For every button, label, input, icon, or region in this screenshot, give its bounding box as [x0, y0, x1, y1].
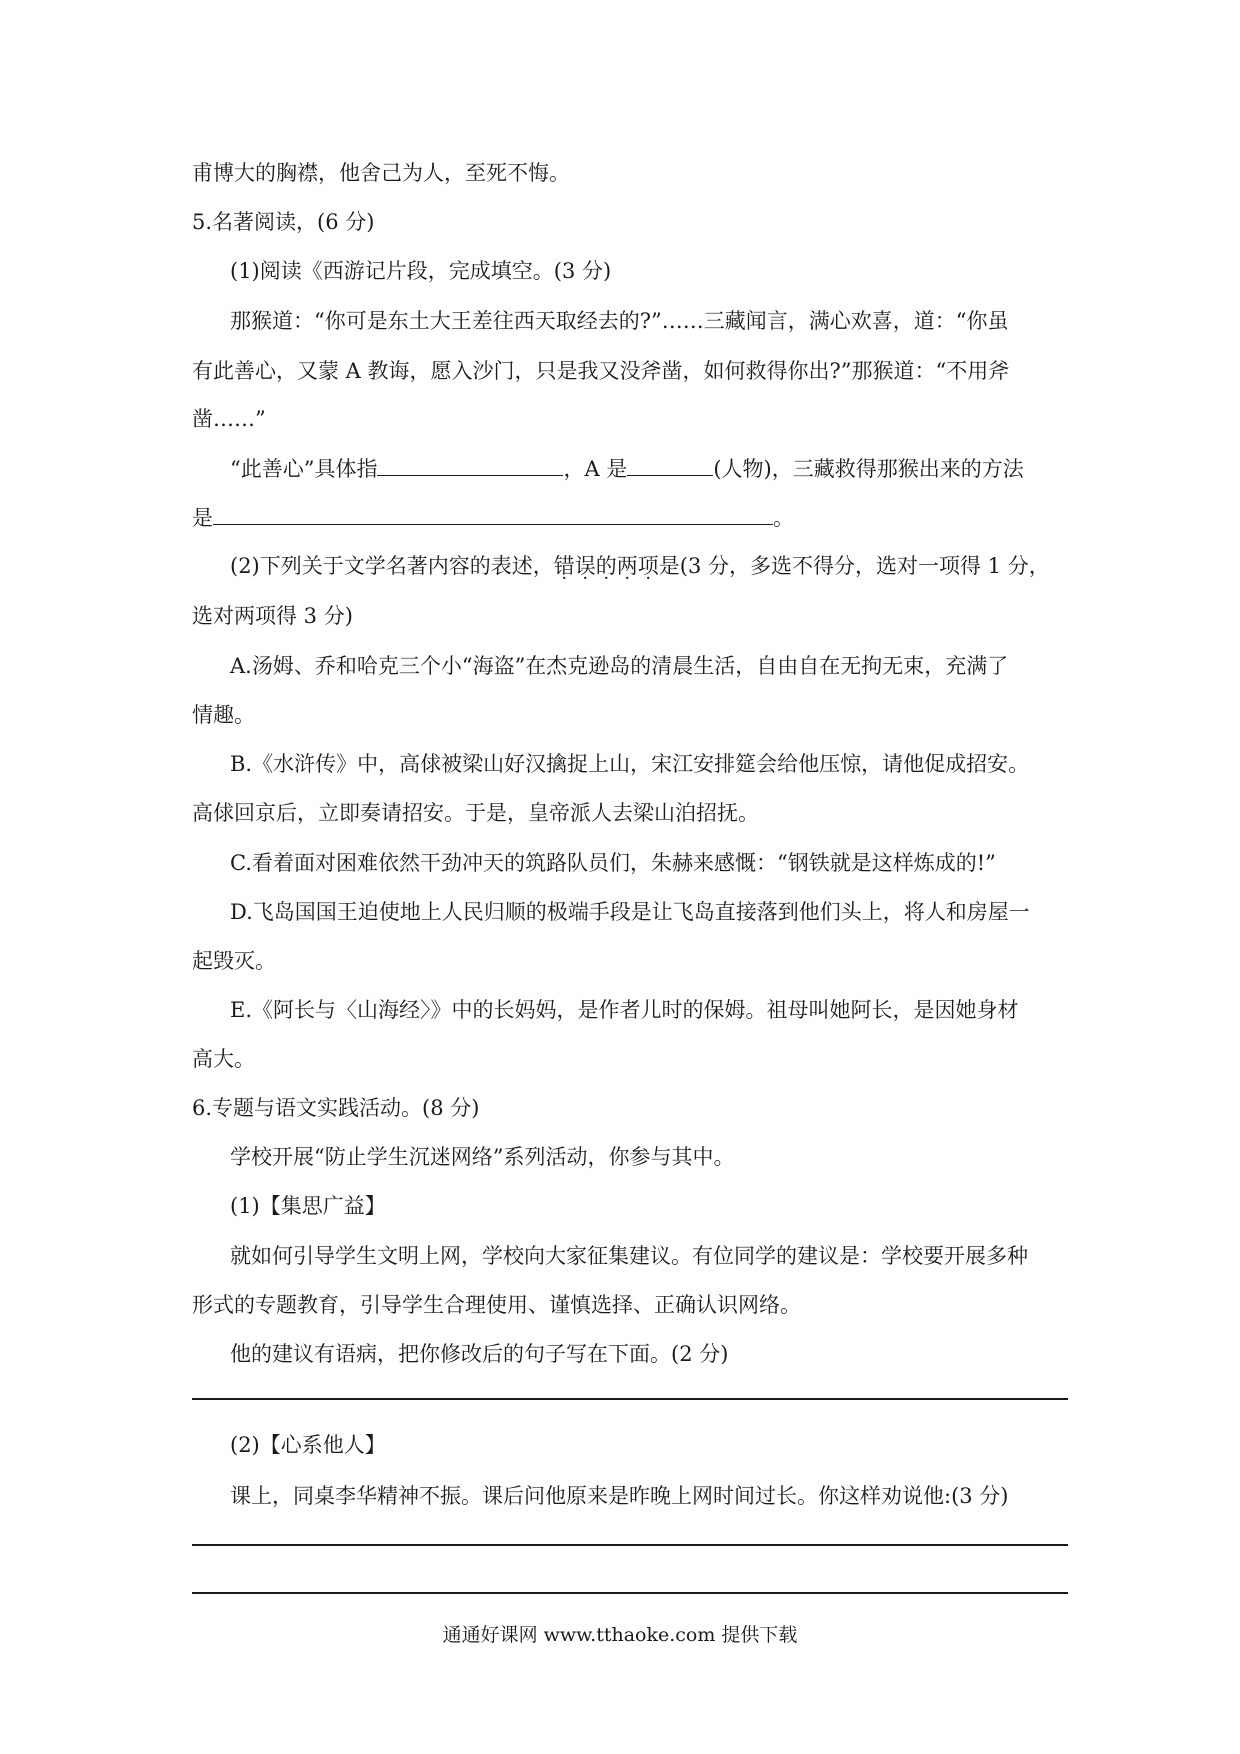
option-e-line-1: E.《阿长与〈山海经〉》中的长妈妈，是作者儿时的保姆。祖母叫她阿长，是因她身材: [230, 998, 1019, 1022]
q6-sub1-para-3: 他的建议有语病，把你修改后的句子写在下面。(2 分): [230, 1342, 729, 1366]
answer-line-2[interactable]: [192, 1544, 1068, 1546]
emphasis-char: 的: [595, 554, 617, 578]
q6-sub1-title: (1)【集思广益】: [230, 1194, 386, 1218]
emphasis-char: 项: [637, 554, 659, 578]
option-c-line-1: C.看着面对困难依然干劲冲天的筑路队员们，朱赫来感慨：“钢铁就是这样炼成的!”: [230, 851, 996, 875]
q6-sub1-para-2: 形式的专题教育，引导学生合理使用、谨慎选择、正确认识网络。: [192, 1293, 801, 1317]
q5-sub2-title: [230, 551, 1050, 581]
option-b-line-2: 高俅回京后，立即奏请招安。于是，皇帝派人去梁山泊招抚。: [192, 801, 759, 825]
q5-passage-line-3: 凿……”: [192, 407, 266, 431]
option-d-line-2: 起毁灭。: [192, 949, 276, 973]
q6-sub2-para-1: 课上，同桌李华精神不振。课后问他原来是昨晚上网时间过长。你这样劝说他:(3 分): [230, 1484, 1009, 1508]
answer-blank-heart[interactable]: [377, 453, 563, 476]
q6-sub1-para-1: 就如何引导学生文明上网，学校向大家征集建议。有位同学的建议是：学校要开展多种: [230, 1244, 1028, 1268]
q5-sub1-title: (1)阅读《西游记片段，完成填空。(3 分): [230, 259, 612, 283]
fill-label-a: ，A 是: [563, 457, 628, 481]
option-e-line-2: 高大。: [192, 1047, 255, 1071]
q5-passage-line-2: 有此善心，又蒙 A 教诲，愿入沙门，只是我又没斧凿，如何救得你出?”那猴道：“不用斧: [192, 359, 1010, 383]
answer-line-3[interactable]: [192, 1592, 1068, 1594]
q6-title: 6.专题与语文实践活动。(8 分): [192, 1096, 480, 1120]
q5-fill-line-2: [192, 502, 794, 533]
q5-title: 5.名著阅读，(6 分): [192, 210, 375, 234]
sub2-title-prefix: (2)下列关于文学名著内容的表述，: [230, 554, 554, 578]
answer-blank-a[interactable]: [627, 453, 713, 476]
emphasis-char: 误: [574, 554, 596, 578]
intro-line: 甫博大的胸襟，他舍己为人，至死不悔。: [192, 161, 570, 185]
q5-passage-line-1: 那猴道：“你可是东土大王差往西天取经去的?”……三藏闻言，满心欢喜，道：“你虽: [230, 309, 1009, 333]
fill-label-shi: 是: [192, 506, 213, 530]
option-d-line-1: D.飞岛国国王迫使地上人民归顺的极端手段是让飞岛直接落到他们头上，将人和房屋一: [230, 900, 1030, 924]
answer-line-1[interactable]: [192, 1398, 1068, 1400]
fill-end-mark: 。: [773, 506, 794, 530]
sub2-title-suffix: 是(3 分，多选不得分，选对一项得 1 分，: [658, 554, 1050, 578]
option-a-line-1: A.汤姆、乔和哈克三个小“海盗”在杰克逊岛的清晨生活，自由自在无拘无束，充满了: [230, 654, 1009, 678]
page-footer: 通通好课网 www.tthaoke.com 提供下载: [442, 1624, 798, 1646]
q5-fill-line-1: [230, 453, 1024, 484]
q6-intro: 学校开展“防止学生沉迷网络”系列活动，你参与其中。: [230, 1145, 735, 1169]
emphasis-char: 错: [553, 554, 575, 578]
option-b-line-1: B.《水浒传》中，高俅被梁山好汉擒捉上山，宋江安排筵会给他压惊，请他促成招安。: [230, 752, 1030, 776]
answer-blank-method[interactable]: [213, 502, 773, 525]
emphasis-char: 两: [616, 554, 638, 578]
fill-label-heart: “此善心”具体指: [230, 457, 378, 481]
fill-label-method: (人物)，三藏救得那猴出来的方法: [713, 457, 1024, 481]
q6-sub2-title: (2)【心系他人】: [230, 1433, 386, 1457]
option-a-line-2: 情趣。: [192, 703, 255, 727]
q5-sub2-title-cont: 选对两项得 3 分): [192, 604, 353, 628]
